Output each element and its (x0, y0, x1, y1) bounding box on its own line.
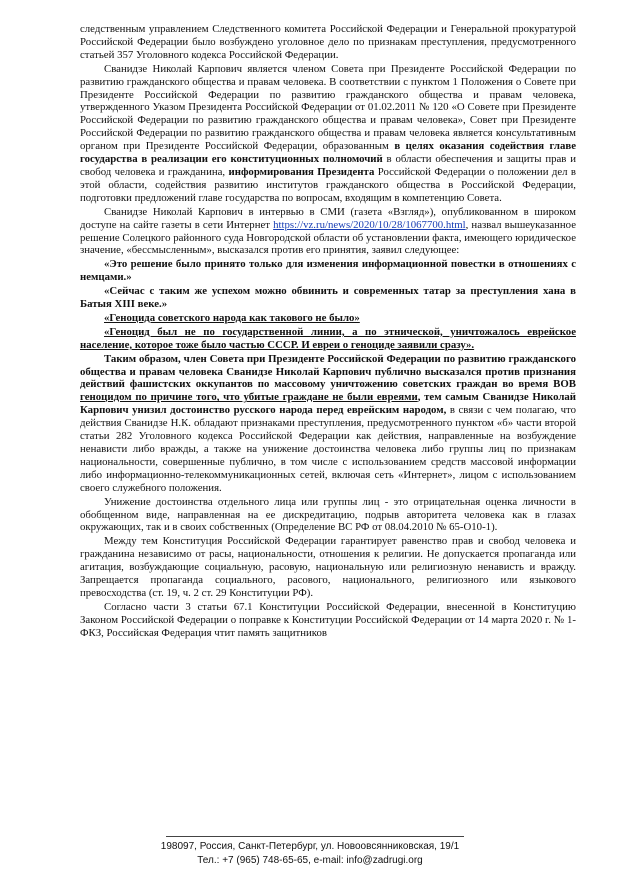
paragraph (80, 312, 576, 325)
document-body (80, 23, 576, 641)
paragraph (80, 63, 576, 205)
paragraph-text: Между тем Конституция Российской Федерации гарантирует равенство прав и свобод человека и гражданина независимо от расы, национальности, отношения к религии. Не допускается пропаганда или агитация, возбуждающие социальную, расовую, национальную или религиозную ненависть и вражду. Запрещается пропаганда социального, расового, национального, религиозного или языкового превосходства (ст. 19, ч. 2 ст. 29 Конституции РФ). (80, 535, 576, 599)
emphasized-text: информирования Президента (228, 165, 375, 178)
paragraph-text: Российской Федерации о положении дел в этой области, содействия развитию институтов гражданского общества в Российской Федерации, подготовки предложений главе государства по вопросам, входящим в компетенцию Совета. (80, 165, 577, 204)
paragraph-text: в области обеспечения и защиты прав и свобод человека и гражданина, (80, 153, 576, 178)
paragraph-text: следственным управлением Следственного комитета Российской Федерации и Генеральной прокуратурой Российской Федерации было возбуждено уголовное дело по признакам преступления, предусмотренного статьей 357 Уголовного кодекса Российской Федерации. (80, 23, 576, 61)
paragraph (80, 496, 576, 535)
paragraph (80, 326, 576, 352)
emphasized-text: геноцидом по причине того, что убитые граждане не были евреями (80, 391, 418, 404)
paragraph (80, 285, 576, 311)
emphasized-text: в целях оказания содействия главе государства в реализации его конституционных полномочий (80, 140, 576, 166)
paragraph-text: Унижение достоинства отдельного лица или группы лиц - это отрицательная оценка личности в обобщенном виде, направленная на ее дискредитацию, подрыв авторитета человека как в глазах окружающих, так и в своих собственных (Определение ВС РФ от 08.04.2010 № 65-О10-1). (80, 495, 576, 534)
footer-address: 198097, Россия, Санкт-Петербург, ул. Новоовсянниковская, 19/1 (160, 841, 460, 852)
footer-divider (166, 836, 464, 837)
emphasized-text: , тем самым Сванидзе Николай Карпович унизил достоинство русского народа перед еврейским народом, (80, 391, 576, 417)
paragraph (80, 601, 576, 640)
paragraph-text: Согласно части 3 статьи 67.1 Конституции Российской Федерации, внесенной в Конституцию Законом Российской Федерации о поправке к Конституции Российской Федерации от 14 марта 2020 г. № 1-ФКЗ, Российская Федерация чтит память защитников (80, 600, 576, 639)
emphasized-text: «Это решение было принято только для изменения информационной повестки в отношениях с немцами.» (80, 258, 576, 284)
paragraph (80, 258, 576, 284)
emphasized-text: Таким образом, член Совета при Президенте Российской Федерации по развитию гражданского общества и правам человека Сванидзе Николай Карпович публично высказался против признания действий фашистских оккупантов по массовому уничтожению советских граждан во время ВОВ (80, 352, 576, 391)
paragraph-text: Сванидзе Николай Карпович в интервью в СМИ (газета «Взгляд»), опубликованном в широком доступе на сайте газеты в сети Интернет (80, 205, 576, 231)
paragraph-text: в связи с чем полагаю, что действия Сванидзе Н.К. обладают признаками преступления, предусмотренного пунктом «б» части второй статьи 282 Уголовного кодекса Российской Федерации как действия, направленные на возбуждение ненависти либо вражды, а также на унижение достоинства человека либо группы лиц по признакам национальности, совершенные публично, в том числе с использованием средств массовой информации либо информационно-телекоммуникационных сетей, включая сеть «Интернет», лицом с использованием своего служебного положения. (80, 404, 576, 494)
paragraph-text: Сванидзе Николай Карпович является членом Совета при Президенте Российской Федерации по развитию гражданского общества и правам человека. В соответствии с пунктом 1 Положения о Совете при Президенте Российской Федерации по развитию гражданского общества и правам человека, утвержденного Указом Президента Российской Федерации от 01.02.2011 № 120 «О Совете при Президенте Российской Федерации по развитию гражданского общества и правам человека», Совет при Президенте Российской Федерации по развитию гражданского общества и правам человека является консультативным органом при Президенте Российской Федерации, образованным (80, 62, 576, 153)
source-link[interactable]: https://vz.ru/news/2020/10/28/1067700.html (273, 218, 466, 231)
paragraph (80, 23, 576, 62)
paragraph-text: , назвал вышеуказанное решение Солецкого районного суда Новгородской области об установлении факта, имеющего юридическое значение, «бессмысленным», высказался против его принятия, заявил следующее: (80, 218, 576, 257)
paragraph (80, 206, 576, 258)
emphasized-text: «Геноцида советского народа как такового не было» (104, 311, 360, 324)
footer-contacts: Тел.: +7 (965) 748-65-65, e-mail: info@zadrugi.org (197, 855, 423, 866)
emphasized-text: «Сейчас с таким же успехом можно обвинить и современных татар за преступления хана в Батыя XIII веке.» (80, 285, 576, 311)
paragraph (80, 535, 576, 600)
emphasized-text: «Геноцид был не по государственной линии, а по этнической, уничтожалось еврейское население, которое тоже было частью СССР. И евреи о геноциде заявили сразу». (80, 325, 576, 351)
paragraph (80, 353, 576, 495)
